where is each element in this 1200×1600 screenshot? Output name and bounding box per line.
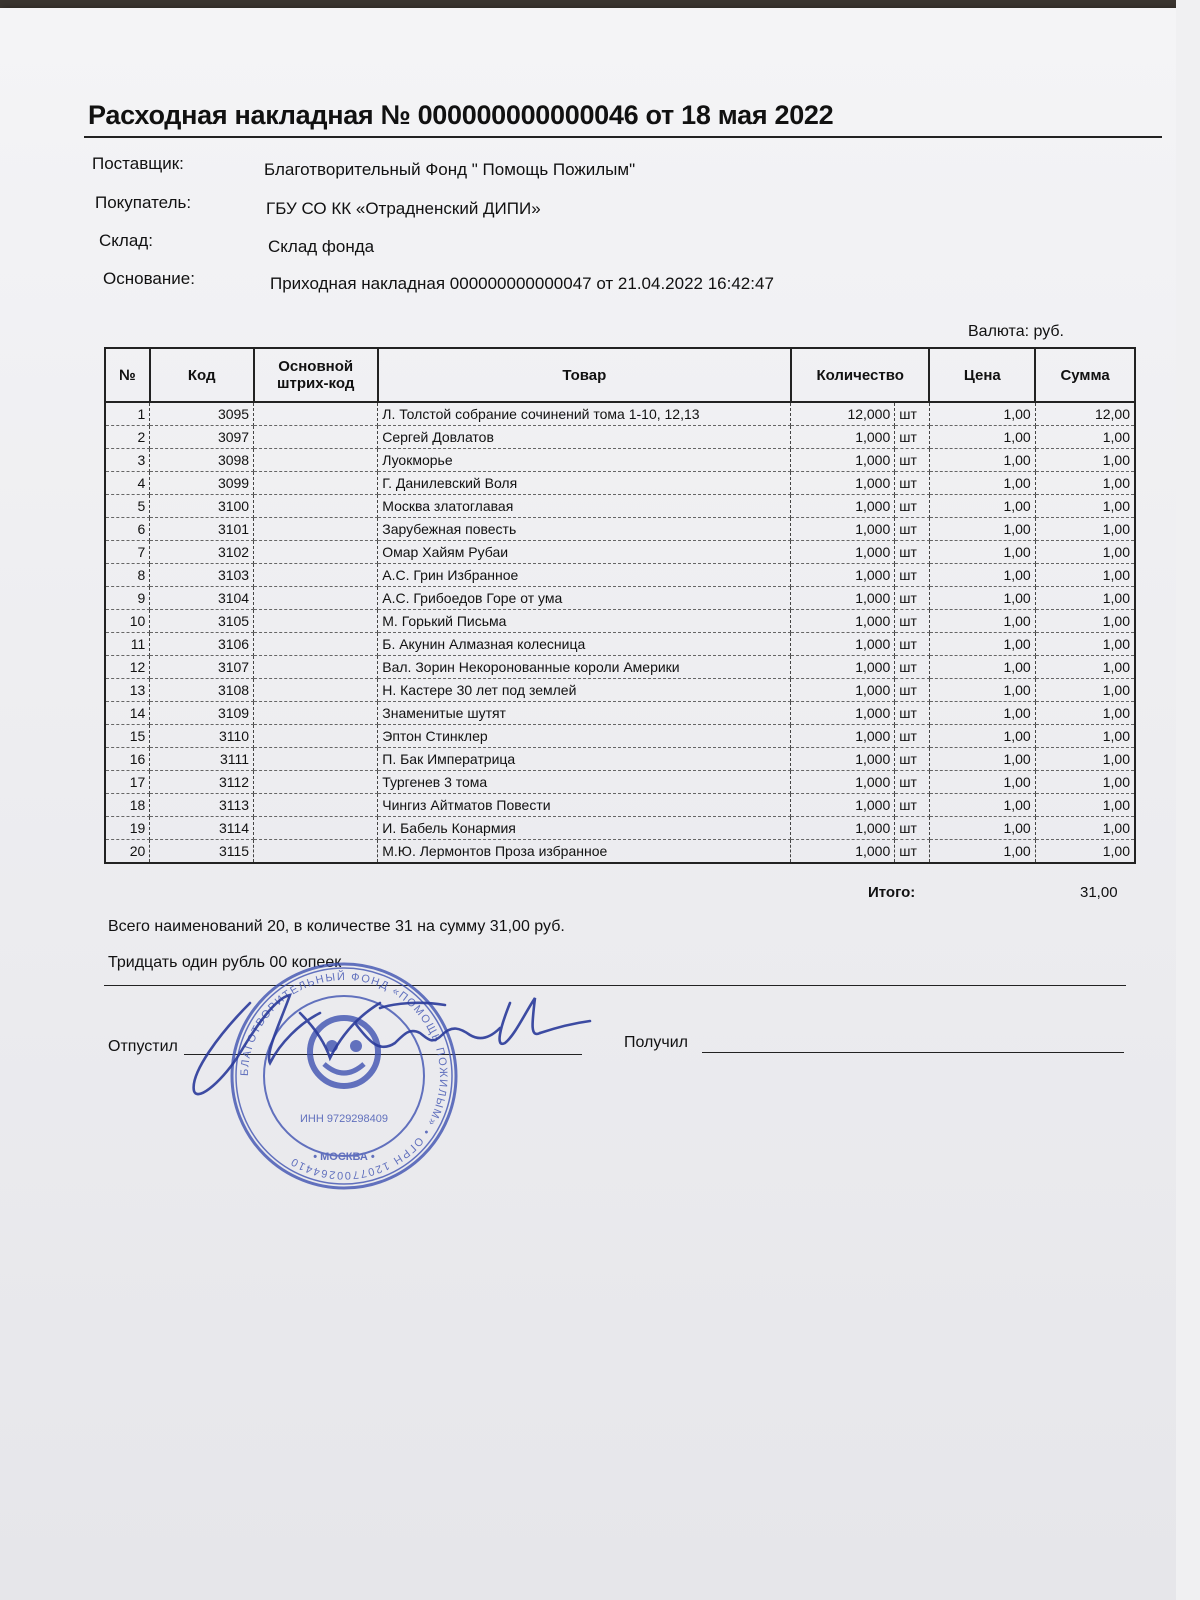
row-unit: шт — [895, 748, 930, 771]
row-sum: 1,00 — [1035, 587, 1135, 610]
row-sum: 1,00 — [1035, 679, 1135, 702]
row-sum: 1,00 — [1035, 725, 1135, 748]
row-sum: 12,00 — [1035, 402, 1135, 426]
supplier-label: Поставщик: — [92, 154, 184, 173]
row-price: 1,00 — [929, 495, 1035, 518]
row-price: 1,00 — [929, 817, 1035, 840]
row-number: 15 — [105, 725, 150, 748]
items-table-body — [105, 402, 1135, 863]
row-sum: 1,00 — [1035, 449, 1135, 472]
row-barcode — [254, 564, 378, 587]
table-row — [105, 771, 1135, 794]
row-unit: шт — [895, 541, 930, 564]
row-product: М.Ю. Лермонтов Проза избранное — [378, 840, 791, 864]
table-row — [105, 402, 1135, 426]
row-number: 8 — [105, 564, 150, 587]
row-sum: 1,00 — [1035, 541, 1135, 564]
row-unit: шт — [895, 633, 930, 656]
row-unit: шт — [895, 725, 930, 748]
header-num: № — [105, 348, 150, 402]
row-barcode — [254, 426, 378, 449]
summary-line: Всего наименований 20, в количестве 31 на сумму 31,00 руб. — [108, 918, 565, 935]
row-quantity: 1,000 — [791, 564, 895, 587]
row-unit: шт — [895, 702, 930, 725]
row-quantity: 1,000 — [791, 702, 895, 725]
row-sum: 1,00 — [1035, 771, 1135, 794]
amount-in-words: Тридцать один рубль 00 копеек — [108, 954, 342, 971]
row-code: 3099 — [150, 472, 254, 495]
row-sum: 1,00 — [1035, 817, 1135, 840]
row-sum: 1,00 — [1035, 702, 1135, 725]
row-quantity: 1,000 — [791, 610, 895, 633]
stamp-city: • МОСКВА • — [313, 1151, 375, 1163]
table-row — [105, 656, 1135, 679]
buyer-value: ГБУ СО КК «Отрадненский ДИПИ» — [266, 199, 541, 218]
row-number: 20 — [105, 840, 150, 864]
row-code: 3103 — [150, 564, 254, 587]
row-code: 3105 — [150, 610, 254, 633]
table-row — [105, 633, 1135, 656]
row-price: 1,00 — [929, 840, 1035, 864]
table-row — [105, 840, 1135, 864]
row-code: 3109 — [150, 702, 254, 725]
row-barcode — [254, 656, 378, 679]
row-code: 3114 — [150, 817, 254, 840]
stamp-inn: ИНН 9729298409 — [299, 1113, 389, 1125]
row-unit: шт — [895, 564, 930, 587]
table-row — [105, 495, 1135, 518]
table-row — [105, 472, 1135, 495]
row-price: 1,00 — [929, 794, 1035, 817]
header-sum: Сумма — [1035, 348, 1135, 402]
row-barcode — [254, 610, 378, 633]
row-code: 3110 — [150, 725, 254, 748]
row-number: 14 — [105, 702, 150, 725]
row-quantity: 1,000 — [791, 541, 895, 564]
row-sum: 1,00 — [1035, 748, 1135, 771]
row-product: И. Бабель Конармия — [378, 817, 791, 840]
released-label: Отпустил — [108, 1038, 178, 1055]
supplier-value: Благотворительный Фонд " Помощь Пожилым" — [264, 160, 636, 179]
total-label: Итого: — [868, 884, 916, 901]
row-product: Сергей Довлатов — [378, 426, 791, 449]
row-code: 3097 — [150, 426, 254, 449]
row-code: 3106 — [150, 633, 254, 656]
row-barcode — [254, 472, 378, 495]
row-price: 1,00 — [929, 633, 1035, 656]
row-product: П. Бак Императрица — [378, 748, 791, 771]
row-product: Знаменитые шутят — [378, 702, 791, 725]
row-code: 3101 — [150, 518, 254, 541]
row-price: 1,00 — [929, 702, 1035, 725]
row-product: А.С. Грибоедов Горе от ума — [378, 587, 791, 610]
row-price: 1,00 — [929, 449, 1035, 472]
row-unit: шт — [895, 794, 930, 817]
row-number: 17 — [105, 771, 150, 794]
row-code: 3115 — [150, 840, 254, 864]
table-header-row — [105, 348, 1135, 402]
row-sum: 1,00 — [1035, 495, 1135, 518]
row-code: 3095 — [150, 402, 254, 426]
row-code: 3102 — [150, 541, 254, 564]
row-price: 1,00 — [929, 656, 1035, 679]
row-number: 7 — [105, 541, 150, 564]
header-price: Цена — [929, 348, 1035, 402]
row-unit: шт — [895, 817, 930, 840]
row-barcode — [254, 402, 378, 426]
row-sum: 1,00 — [1035, 794, 1135, 817]
row-quantity: 1,000 — [791, 426, 895, 449]
row-product: М. Горький Письма — [378, 610, 791, 633]
row-quantity: 1,000 — [791, 518, 895, 541]
table-row — [105, 426, 1135, 449]
row-product: Л. Толстой собрание сочинений тома 1-10, 12,13 — [378, 402, 791, 426]
row-product: Г. Данилевский Воля — [378, 472, 791, 495]
row-quantity: 12,000 — [791, 402, 895, 426]
table-row — [105, 794, 1135, 817]
row-quantity: 1,000 — [791, 794, 895, 817]
row-code: 3111 — [150, 748, 254, 771]
header-qty: Количество — [791, 348, 929, 402]
row-sum: 1,00 — [1035, 656, 1135, 679]
warehouse-value: Склад фонда — [268, 237, 375, 256]
row-barcode — [254, 633, 378, 656]
row-price: 1,00 — [929, 426, 1035, 449]
row-barcode — [254, 587, 378, 610]
row-unit: шт — [895, 771, 930, 794]
row-barcode — [254, 495, 378, 518]
row-unit: шт — [895, 610, 930, 633]
row-price: 1,00 — [929, 748, 1035, 771]
row-product: Луокморье — [378, 449, 791, 472]
row-quantity: 1,000 — [791, 817, 895, 840]
items-table — [104, 347, 1136, 864]
received-label: Получил — [624, 1034, 688, 1051]
row-number: 1 — [105, 402, 150, 426]
row-price: 1,00 — [929, 610, 1035, 633]
row-unit: шт — [895, 495, 930, 518]
row-sum: 1,00 — [1035, 472, 1135, 495]
row-sum: 1,00 — [1035, 840, 1135, 864]
row-price: 1,00 — [929, 679, 1035, 702]
table-row — [105, 587, 1135, 610]
row-price: 1,00 — [929, 402, 1035, 426]
row-quantity: 1,000 — [791, 656, 895, 679]
row-unit: шт — [895, 840, 930, 864]
row-number: 10 — [105, 610, 150, 633]
row-price: 1,00 — [929, 771, 1035, 794]
row-barcode — [254, 748, 378, 771]
row-unit: шт — [895, 679, 930, 702]
row-code: 3107 — [150, 656, 254, 679]
currency-label: Валюта: руб. — [968, 323, 1064, 340]
row-number: 13 — [105, 679, 150, 702]
row-price: 1,00 — [929, 541, 1035, 564]
row-product: Москва златоглавая — [378, 495, 791, 518]
row-barcode — [254, 449, 378, 472]
row-price: 1,00 — [929, 725, 1035, 748]
row-number: 12 — [105, 656, 150, 679]
table-row — [105, 564, 1135, 587]
row-number: 4 — [105, 472, 150, 495]
table-row — [105, 817, 1135, 840]
row-quantity: 1,000 — [791, 495, 895, 518]
row-code: 3104 — [150, 587, 254, 610]
row-number: 19 — [105, 817, 150, 840]
row-number: 16 — [105, 748, 150, 771]
row-sum: 1,00 — [1035, 610, 1135, 633]
row-barcode — [254, 518, 378, 541]
row-unit: шт — [895, 518, 930, 541]
table-row — [105, 679, 1135, 702]
row-number: 9 — [105, 587, 150, 610]
stamp-outer-text: БЛАГОТВОРИТЕЛЬНЫЙ ФОНД «ПОМОЩЬ ПОЖИЛЫМ» • ОГРН 1207700264410 — [238, 970, 450, 1182]
handwritten-signature — [180, 983, 620, 1103]
row-quantity: 1,000 — [791, 633, 895, 656]
row-quantity: 1,000 — [791, 449, 895, 472]
basis-value: Приходная накладная 000000000000047 от 21.04.2022 16:42:47 — [270, 274, 774, 293]
row-barcode — [254, 771, 378, 794]
row-product: Эптон Стинклер — [378, 725, 791, 748]
header-barcode: Основной штрих-код — [254, 348, 378, 402]
row-code: 3112 — [150, 771, 254, 794]
row-quantity: 1,000 — [791, 679, 895, 702]
row-unit: шт — [895, 402, 930, 426]
warehouse-label: Склад: — [99, 231, 153, 250]
row-price: 1,00 — [929, 518, 1035, 541]
table-row — [105, 610, 1135, 633]
row-product: Н. Кастере 30 лет под землей — [378, 679, 791, 702]
row-code: 3098 — [150, 449, 254, 472]
row-product: Чингиз Айтматов Повести — [378, 794, 791, 817]
row-barcode — [254, 794, 378, 817]
row-number: 3 — [105, 449, 150, 472]
row-code: 3108 — [150, 679, 254, 702]
title-divider — [84, 136, 1162, 138]
background-sheet-edge — [1176, 0, 1200, 1600]
row-number: 5 — [105, 495, 150, 518]
row-sum: 1,00 — [1035, 633, 1135, 656]
table-row — [105, 748, 1135, 771]
row-number: 18 — [105, 794, 150, 817]
table-row — [105, 725, 1135, 748]
received-signature-line — [702, 1052, 1124, 1053]
row-code: 3113 — [150, 794, 254, 817]
row-number: 2 — [105, 426, 150, 449]
row-sum: 1,00 — [1035, 426, 1135, 449]
table-row — [105, 449, 1135, 472]
row-unit: шт — [895, 472, 930, 495]
row-unit: шт — [895, 449, 930, 472]
document-title: Расходная накладная № 000000000000046 от 18 мая 2022 — [88, 100, 834, 130]
table-row — [105, 702, 1135, 725]
row-product: А.С. Грин Избранное — [378, 564, 791, 587]
row-barcode — [254, 541, 378, 564]
header-product: Товар — [378, 348, 791, 402]
row-barcode — [254, 817, 378, 840]
document-sheet — [0, 8, 1176, 1600]
row-sum: 1,00 — [1035, 518, 1135, 541]
row-number: 11 — [105, 633, 150, 656]
row-code: 3100 — [150, 495, 254, 518]
row-barcode — [254, 840, 378, 864]
row-sum: 1,00 — [1035, 564, 1135, 587]
row-unit: шт — [895, 587, 930, 610]
row-product: Вал. Зорин Некоронованные короли Америки — [378, 656, 791, 679]
row-quantity: 1,000 — [791, 587, 895, 610]
row-barcode — [254, 679, 378, 702]
buyer-label: Покупатель: — [95, 193, 192, 212]
total-value: 31,00 — [1080, 884, 1118, 901]
table-row — [105, 518, 1135, 541]
row-price: 1,00 — [929, 472, 1035, 495]
basis-label: Основание: — [103, 269, 195, 288]
row-unit: шт — [895, 656, 930, 679]
row-barcode — [254, 725, 378, 748]
row-quantity: 1,000 — [791, 840, 895, 864]
row-product: Б. Акунин Алмазная колесница — [378, 633, 791, 656]
row-number: 6 — [105, 518, 150, 541]
row-quantity: 1,000 — [791, 748, 895, 771]
table-row — [105, 541, 1135, 564]
row-price: 1,00 — [929, 564, 1035, 587]
row-product: Омар Хайям Рубаи — [378, 541, 791, 564]
row-product: Зарубежная повесть — [378, 518, 791, 541]
row-quantity: 1,000 — [791, 725, 895, 748]
row-price: 1,00 — [929, 587, 1035, 610]
row-unit: шт — [895, 426, 930, 449]
row-product: Тургенев 3 тома — [378, 771, 791, 794]
row-quantity: 1,000 — [791, 771, 895, 794]
row-quantity: 1,000 — [791, 472, 895, 495]
row-barcode — [254, 702, 378, 725]
header-code: Код — [150, 348, 254, 402]
